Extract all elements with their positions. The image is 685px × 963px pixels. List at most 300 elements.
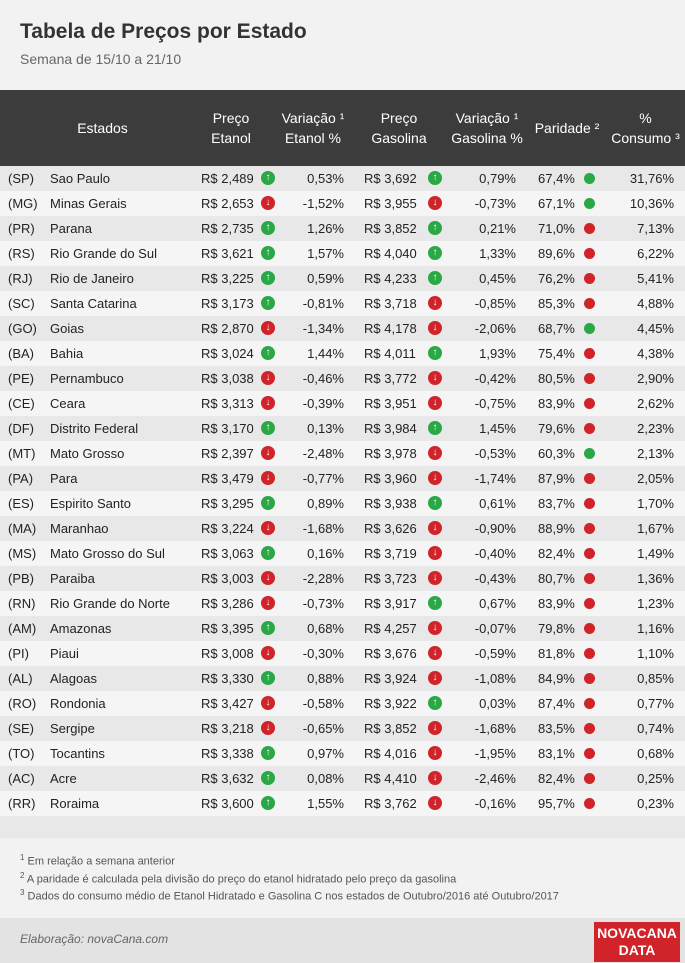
gasolina-variation: -2,06% bbox=[474, 321, 516, 336]
arrow-down-icon: ↓ bbox=[428, 521, 442, 535]
paridade-status-dot-icon bbox=[584, 323, 595, 334]
state-code: (PB) bbox=[8, 571, 34, 586]
etanol-price: R$ 3,003 bbox=[201, 571, 254, 586]
etanol-price: R$ 2,870 bbox=[201, 321, 254, 336]
table-body bbox=[0, 166, 685, 838]
table-row bbox=[0, 466, 685, 491]
table-row bbox=[0, 516, 685, 541]
paridade-value: 83,5% bbox=[538, 721, 575, 736]
state-name: Tocantins bbox=[50, 746, 105, 761]
gasolina-price: R$ 3,719 bbox=[364, 546, 417, 561]
gasolina-variation: 1,33% bbox=[479, 246, 516, 261]
table-row bbox=[0, 491, 685, 516]
arrow-up-icon: ↑ bbox=[428, 596, 442, 610]
paridade-value: 76,2% bbox=[538, 271, 575, 286]
consumo-value: 0,77% bbox=[637, 696, 674, 711]
etanol-price: R$ 2,489 bbox=[201, 171, 254, 186]
paridade-status-dot-icon bbox=[584, 748, 595, 759]
paridade-value: 68,7% bbox=[538, 321, 575, 336]
paridade-status-dot-icon bbox=[584, 573, 595, 584]
etanol-price: R$ 2,397 bbox=[201, 446, 254, 461]
paridade-status-dot-icon bbox=[584, 198, 595, 209]
etanol-variation: 1,57% bbox=[307, 246, 344, 261]
arrow-up-icon: ↑ bbox=[428, 221, 442, 235]
arrow-down-icon: ↓ bbox=[428, 571, 442, 585]
etanol-variation: 0,68% bbox=[307, 621, 344, 636]
table-row bbox=[0, 416, 685, 441]
etanol-price: R$ 3,008 bbox=[201, 646, 254, 661]
consumo-value: 6,22% bbox=[637, 246, 674, 261]
paridade-value: 84,9% bbox=[538, 671, 575, 686]
table-row bbox=[0, 741, 685, 766]
table-row bbox=[0, 666, 685, 691]
gasolina-price: R$ 4,233 bbox=[364, 271, 417, 286]
paridade-status-dot-icon bbox=[584, 223, 595, 234]
arrow-up-icon: ↑ bbox=[261, 171, 275, 185]
table-row bbox=[0, 366, 685, 391]
consumo-value: 31,76% bbox=[629, 171, 674, 186]
consumo-value: 0,74% bbox=[637, 721, 674, 736]
arrow-down-icon: ↓ bbox=[428, 321, 442, 335]
arrow-down-icon: ↓ bbox=[428, 196, 442, 210]
etanol-price: R$ 3,286 bbox=[201, 596, 254, 611]
state-code: (ES) bbox=[8, 496, 34, 511]
table-row bbox=[0, 191, 685, 216]
paridade-value: 87,9% bbox=[538, 471, 575, 486]
etanol-variation: -2,48% bbox=[302, 446, 344, 461]
arrow-up-icon: ↑ bbox=[261, 221, 275, 235]
state-code: (PE) bbox=[8, 371, 34, 386]
paridade-value: 67,1% bbox=[538, 196, 575, 211]
etanol-variation: -0,46% bbox=[302, 371, 344, 386]
etanol-price: R$ 3,295 bbox=[201, 496, 254, 511]
etanol-variation: 1,44% bbox=[307, 346, 344, 361]
arrow-down-icon: ↓ bbox=[428, 746, 442, 760]
table-row bbox=[0, 616, 685, 641]
state-code: (MS) bbox=[8, 546, 37, 561]
gasolina-price: R$ 3,723 bbox=[364, 571, 417, 586]
arrow-up-icon: ↑ bbox=[428, 346, 442, 360]
footnote: $^1$ Em relação a semana anterior bbox=[20, 853, 175, 868]
consumo-value: 1,10% bbox=[637, 646, 674, 661]
arrow-down-icon: ↓ bbox=[428, 296, 442, 310]
etanol-variation: -0,81% bbox=[302, 296, 344, 311]
arrow-up-icon: ↑ bbox=[261, 796, 275, 810]
paridade-status-dot-icon bbox=[584, 673, 595, 684]
header-paridade: Paridade ² bbox=[534, 120, 600, 136]
state-code: (RN) bbox=[8, 596, 36, 611]
paridade-status-dot-icon bbox=[584, 423, 595, 434]
arrow-up-icon: ↑ bbox=[428, 496, 442, 510]
footer bbox=[0, 918, 685, 963]
paridade-value: 79,6% bbox=[538, 421, 575, 436]
gasolina-variation: -0,75% bbox=[474, 396, 516, 411]
paridade-value: 82,4% bbox=[538, 771, 575, 786]
paridade-value: 67,4% bbox=[538, 171, 575, 186]
arrow-up-icon: ↑ bbox=[261, 246, 275, 260]
state-code: (DF) bbox=[8, 421, 34, 436]
arrow-down-icon: ↓ bbox=[261, 571, 275, 585]
arrow-up-icon: ↑ bbox=[261, 296, 275, 310]
state-name: Piaui bbox=[50, 646, 79, 661]
table-row bbox=[0, 691, 685, 716]
table-row bbox=[0, 541, 685, 566]
state-code: (MG) bbox=[8, 196, 38, 211]
consumo-value: 0,23% bbox=[637, 796, 674, 811]
state-name: Alagoas bbox=[50, 671, 97, 686]
paridade-value: 80,7% bbox=[538, 571, 575, 586]
state-name: Acre bbox=[50, 771, 77, 786]
paridade-status-dot-icon bbox=[584, 448, 595, 459]
gasolina-variation: 0,61% bbox=[479, 496, 516, 511]
arrow-up-icon: ↑ bbox=[261, 346, 275, 360]
etanol-variation: 1,55% bbox=[307, 796, 344, 811]
state-name: Distrito Federal bbox=[50, 421, 139, 436]
etanol-price: R$ 3,427 bbox=[201, 696, 254, 711]
paridade-value: 60,3% bbox=[538, 446, 575, 461]
table-row bbox=[0, 391, 685, 416]
gasolina-price: R$ 3,762 bbox=[364, 796, 417, 811]
gasolina-price: R$ 3,955 bbox=[364, 196, 417, 211]
etanol-variation: -0,65% bbox=[302, 721, 344, 736]
table-row bbox=[0, 641, 685, 666]
arrow-down-icon: ↓ bbox=[428, 471, 442, 485]
consumo-value: 1,16% bbox=[637, 621, 674, 636]
table-row bbox=[0, 791, 685, 816]
paridade-status-dot-icon bbox=[584, 598, 595, 609]
gasolina-price: R$ 3,852 bbox=[364, 221, 417, 236]
gasolina-variation: -0,59% bbox=[474, 646, 516, 661]
consumo-value: 7,13% bbox=[637, 221, 674, 236]
paridade-status-dot-icon bbox=[584, 173, 595, 184]
state-name: Paraiba bbox=[50, 571, 95, 586]
paridade-value: 81,8% bbox=[538, 646, 575, 661]
etanol-price: R$ 3,338 bbox=[201, 746, 254, 761]
etanol-variation: 0,16% bbox=[307, 546, 344, 561]
gasolina-price: R$ 3,922 bbox=[364, 696, 417, 711]
gasolina-price: R$ 3,626 bbox=[364, 521, 417, 536]
etanol-variation: 0,88% bbox=[307, 671, 344, 686]
table-row bbox=[0, 166, 685, 191]
state-code: (MT) bbox=[8, 446, 36, 461]
arrow-down-icon: ↓ bbox=[428, 646, 442, 660]
etanol-price: R$ 3,313 bbox=[201, 396, 254, 411]
state-name: Bahia bbox=[50, 346, 84, 361]
table-row bbox=[0, 241, 685, 266]
state-name: Sergipe bbox=[50, 721, 95, 736]
gasolina-price: R$ 3,978 bbox=[364, 446, 417, 461]
arrow-up-icon: ↑ bbox=[428, 421, 442, 435]
gasolina-price: R$ 3,852 bbox=[364, 721, 417, 736]
arrow-down-icon: ↓ bbox=[428, 721, 442, 735]
etanol-variation: 0,13% bbox=[307, 421, 344, 436]
gasolina-variation: -0,73% bbox=[474, 196, 516, 211]
etanol-price: R$ 3,600 bbox=[201, 796, 254, 811]
paridade-value: 83,9% bbox=[538, 596, 575, 611]
table-row bbox=[0, 441, 685, 466]
arrow-up-icon: ↑ bbox=[261, 671, 275, 685]
gasolina-price: R$ 4,040 bbox=[364, 246, 417, 261]
paridade-status-dot-icon bbox=[584, 773, 595, 784]
paridade-value: 85,3% bbox=[538, 296, 575, 311]
paridade-value: 89,6% bbox=[538, 246, 575, 261]
table-row bbox=[0, 716, 685, 741]
table-row bbox=[0, 591, 685, 616]
etanol-price: R$ 3,330 bbox=[201, 671, 254, 686]
state-code: (TO) bbox=[8, 746, 35, 761]
etanol-variation: -1,34% bbox=[302, 321, 344, 336]
state-code: (SC) bbox=[8, 296, 35, 311]
paridade-status-dot-icon bbox=[584, 273, 595, 284]
gasolina-variation: -1,08% bbox=[474, 671, 516, 686]
gasolina-price: R$ 4,011 bbox=[364, 346, 416, 361]
arrow-up-icon: ↑ bbox=[261, 746, 275, 760]
consumo-value: 2,62% bbox=[637, 396, 674, 411]
header-variacao-gasolina: Variação ¹ Gasolina % bbox=[451, 110, 523, 146]
paridade-value: 79,8% bbox=[538, 621, 575, 636]
state-name: Rio de Janeiro bbox=[50, 271, 134, 286]
state-code: (BA) bbox=[8, 346, 34, 361]
state-name: Amazonas bbox=[50, 621, 112, 636]
table-row bbox=[0, 566, 685, 591]
paridade-value: 87,4% bbox=[538, 696, 575, 711]
state-name: Mato Grosso bbox=[50, 446, 125, 461]
gasolina-variation: 1,45% bbox=[479, 421, 516, 436]
gasolina-variation: -0,42% bbox=[474, 371, 516, 386]
gasolina-variation: -1,95% bbox=[474, 746, 516, 761]
gasolina-price: R$ 3,692 bbox=[364, 171, 417, 186]
gasolina-price: R$ 4,410 bbox=[364, 771, 417, 786]
arrow-down-icon: ↓ bbox=[428, 396, 442, 410]
gasolina-variation: 0,67% bbox=[479, 596, 516, 611]
state-code: (PA) bbox=[8, 471, 34, 486]
state-code: (GO) bbox=[8, 321, 37, 336]
arrow-up-icon: ↑ bbox=[261, 771, 275, 785]
consumo-value: 2,05% bbox=[637, 471, 674, 486]
gasolina-variation: -0,43% bbox=[474, 571, 516, 586]
table-row bbox=[0, 266, 685, 291]
etanol-price: R$ 3,170 bbox=[201, 421, 254, 436]
paridade-status-dot-icon bbox=[584, 398, 595, 409]
paridade-value: 71,0% bbox=[538, 221, 575, 236]
gasolina-variation: -0,40% bbox=[474, 546, 516, 561]
state-code: (RJ) bbox=[8, 271, 33, 286]
consumo-value: 0,68% bbox=[637, 746, 674, 761]
etanol-price: R$ 3,038 bbox=[201, 371, 254, 386]
arrow-down-icon: ↓ bbox=[428, 546, 442, 560]
consumo-value: 10,36% bbox=[629, 196, 674, 211]
paridade-status-dot-icon bbox=[584, 648, 595, 659]
gasolina-variation: -0,85% bbox=[474, 296, 516, 311]
etanol-variation: -0,77% bbox=[302, 471, 344, 486]
gasolina-variation: -0,07% bbox=[474, 621, 516, 636]
paridade-status-dot-icon bbox=[584, 298, 595, 309]
state-code: (AM) bbox=[8, 621, 37, 636]
consumo-value: 1,49% bbox=[637, 546, 674, 561]
arrow-down-icon: ↓ bbox=[261, 646, 275, 660]
header-consumo: % Consumo ³ bbox=[611, 110, 680, 146]
arrow-up-icon: ↑ bbox=[261, 496, 275, 510]
state-code: (CE) bbox=[8, 396, 35, 411]
table-row bbox=[0, 216, 685, 241]
arrow-up-icon: ↑ bbox=[261, 621, 275, 635]
gasolina-variation: 0,45% bbox=[479, 271, 516, 286]
arrow-up-icon: ↑ bbox=[261, 546, 275, 560]
state-name: Rio Grande do Norte bbox=[50, 596, 170, 611]
etanol-variation: 1,26% bbox=[307, 221, 344, 236]
arrow-down-icon: ↓ bbox=[261, 596, 275, 610]
state-name: Goias bbox=[50, 321, 84, 336]
etanol-price: R$ 3,218 bbox=[201, 721, 254, 736]
arrow-up-icon: ↑ bbox=[428, 246, 442, 260]
arrow-down-icon: ↓ bbox=[261, 196, 275, 210]
etanol-price: R$ 3,395 bbox=[201, 621, 254, 636]
arrow-down-icon: ↓ bbox=[261, 721, 275, 735]
state-code: (SP) bbox=[8, 171, 34, 186]
consumo-value: 1,36% bbox=[637, 571, 674, 586]
paridade-value: 83,1% bbox=[538, 746, 575, 761]
gasolina-price: R$ 3,984 bbox=[364, 421, 417, 436]
state-code: (PI) bbox=[8, 646, 29, 661]
etanol-price: R$ 3,224 bbox=[201, 521, 254, 536]
gasolina-price: R$ 3,938 bbox=[364, 496, 417, 511]
consumo-value: 1,23% bbox=[637, 596, 674, 611]
gasolina-price: R$ 3,917 bbox=[364, 596, 417, 611]
arrow-down-icon: ↓ bbox=[428, 371, 442, 385]
consumo-value: 2,90% bbox=[637, 371, 674, 386]
arrow-up-icon: ↑ bbox=[428, 271, 442, 285]
paridade-status-dot-icon bbox=[584, 373, 595, 384]
consumo-value: 2,23% bbox=[637, 421, 674, 436]
consumo-value: 0,25% bbox=[637, 771, 674, 786]
arrow-down-icon: ↓ bbox=[428, 671, 442, 685]
etanol-price: R$ 3,479 bbox=[201, 471, 254, 486]
state-code: (AL) bbox=[8, 671, 33, 686]
table-row bbox=[0, 291, 685, 316]
paridade-status-dot-icon bbox=[584, 698, 595, 709]
footnote: $^2$ A paridade é calculada pela divisão do preço do etanol hidratado pelo preço da gasolina bbox=[20, 870, 457, 886]
consumo-value: 2,13% bbox=[637, 446, 674, 461]
paridade-status-dot-icon bbox=[584, 348, 595, 359]
gasolina-price: R$ 4,178 bbox=[364, 321, 417, 336]
arrow-down-icon: ↓ bbox=[261, 446, 275, 460]
gasolina-variation: 1,93% bbox=[479, 346, 516, 361]
table-footer-spacer bbox=[0, 816, 685, 838]
novacana-data-logo: NOVACANA DATA bbox=[594, 922, 680, 962]
credit-text: Elaboração: novaCana.com bbox=[20, 932, 169, 946]
paridade-status-dot-icon bbox=[584, 523, 595, 534]
paridade-status-dot-icon bbox=[584, 498, 595, 509]
gasolina-variation: -0,53% bbox=[474, 446, 516, 461]
etanol-variation: 0,08% bbox=[307, 771, 344, 786]
consumo-value: 1,70% bbox=[637, 496, 674, 511]
state-code: (RO) bbox=[8, 696, 37, 711]
gasolina-variation: 0,03% bbox=[479, 696, 516, 711]
table-row bbox=[0, 316, 685, 341]
header-variacao-etanol: Variação ¹ Etanol % bbox=[281, 110, 345, 146]
etanol-variation: -1,68% bbox=[302, 521, 344, 536]
table-row bbox=[0, 341, 685, 366]
paridade-status-dot-icon bbox=[584, 798, 595, 809]
arrow-down-icon: ↓ bbox=[261, 696, 275, 710]
etanol-price: R$ 3,632 bbox=[201, 771, 254, 786]
arrow-down-icon: ↓ bbox=[428, 621, 442, 635]
header-preco-gasolina: Preço Gasolina bbox=[371, 110, 427, 146]
state-name: Minas Gerais bbox=[50, 196, 127, 211]
etanol-price: R$ 3,063 bbox=[201, 546, 254, 561]
paridade-status-dot-icon bbox=[584, 723, 595, 734]
state-code: (RS) bbox=[8, 246, 35, 261]
gasolina-variation: -2,46% bbox=[474, 771, 516, 786]
etanol-price: R$ 3,024 bbox=[201, 346, 254, 361]
paridade-value: 80,5% bbox=[538, 371, 575, 386]
state-name: Espirito Santo bbox=[50, 496, 131, 511]
etanol-variation: -1,52% bbox=[302, 196, 344, 211]
gasolina-variation: 0,79% bbox=[479, 171, 516, 186]
state-name: Sao Paulo bbox=[50, 171, 110, 186]
footnotes bbox=[20, 851, 559, 904]
gasolina-price: R$ 4,016 bbox=[364, 746, 417, 761]
arrow-down-icon: ↓ bbox=[261, 521, 275, 535]
gasolina-price: R$ 3,772 bbox=[364, 371, 417, 386]
table-row bbox=[0, 766, 685, 791]
paridade-status-dot-icon bbox=[584, 248, 595, 259]
arrow-up-icon: ↑ bbox=[428, 696, 442, 710]
etanol-price: R$ 3,225 bbox=[201, 271, 254, 286]
etanol-variation: -0,73% bbox=[302, 596, 344, 611]
consumo-value: 5,41% bbox=[637, 271, 674, 286]
consumo-value: 0,85% bbox=[637, 671, 674, 686]
arrow-up-icon: ↑ bbox=[261, 421, 275, 435]
arrow-down-icon: ↓ bbox=[261, 396, 275, 410]
state-name: Ceara bbox=[50, 396, 86, 411]
state-name: Parana bbox=[50, 221, 92, 236]
gasolina-variation: -1,68% bbox=[474, 721, 516, 736]
state-code: (RR) bbox=[8, 796, 36, 811]
state-code: (SE) bbox=[8, 721, 34, 736]
page-subtitle: Semana de 15/10 a 21/10 bbox=[20, 51, 182, 67]
state-name: Mato Grosso do Sul bbox=[50, 546, 165, 561]
etanol-variation: -0,58% bbox=[302, 696, 344, 711]
state-name: Rio Grande do Sul bbox=[50, 246, 157, 261]
consumo-value: 4,45% bbox=[637, 321, 674, 336]
state-code: (AC) bbox=[8, 771, 35, 786]
arrow-down-icon: ↓ bbox=[428, 771, 442, 785]
etanol-variation: -0,39% bbox=[302, 396, 344, 411]
arrow-down-icon: ↓ bbox=[261, 371, 275, 385]
arrow-down-icon: ↓ bbox=[261, 471, 275, 485]
paridade-value: 82,4% bbox=[538, 546, 575, 561]
gasolina-price: R$ 3,951 bbox=[364, 396, 417, 411]
etanol-variation: 0,53% bbox=[307, 171, 344, 186]
paridade-value: 83,7% bbox=[538, 496, 575, 511]
gasolina-price: R$ 3,718 bbox=[364, 296, 417, 311]
gasolina-variation: 0,21% bbox=[479, 221, 516, 236]
state-name: Santa Catarina bbox=[50, 296, 137, 311]
gasolina-variation: -0,16% bbox=[474, 796, 516, 811]
paridade-status-dot-icon bbox=[584, 473, 595, 484]
paridade-status-dot-icon bbox=[584, 623, 595, 634]
state-name: Rondonia bbox=[50, 696, 106, 711]
arrow-up-icon: ↑ bbox=[428, 171, 442, 185]
header-preco-etanol: Preço Etanol bbox=[211, 110, 251, 146]
arrow-down-icon: ↓ bbox=[428, 446, 442, 460]
gasolina-price: R$ 3,960 bbox=[364, 471, 417, 486]
state-name: Para bbox=[50, 471, 78, 486]
consumo-value: 4,38% bbox=[637, 346, 674, 361]
consumo-value: 1,67% bbox=[637, 521, 674, 536]
etanol-variation: 0,97% bbox=[307, 746, 344, 761]
